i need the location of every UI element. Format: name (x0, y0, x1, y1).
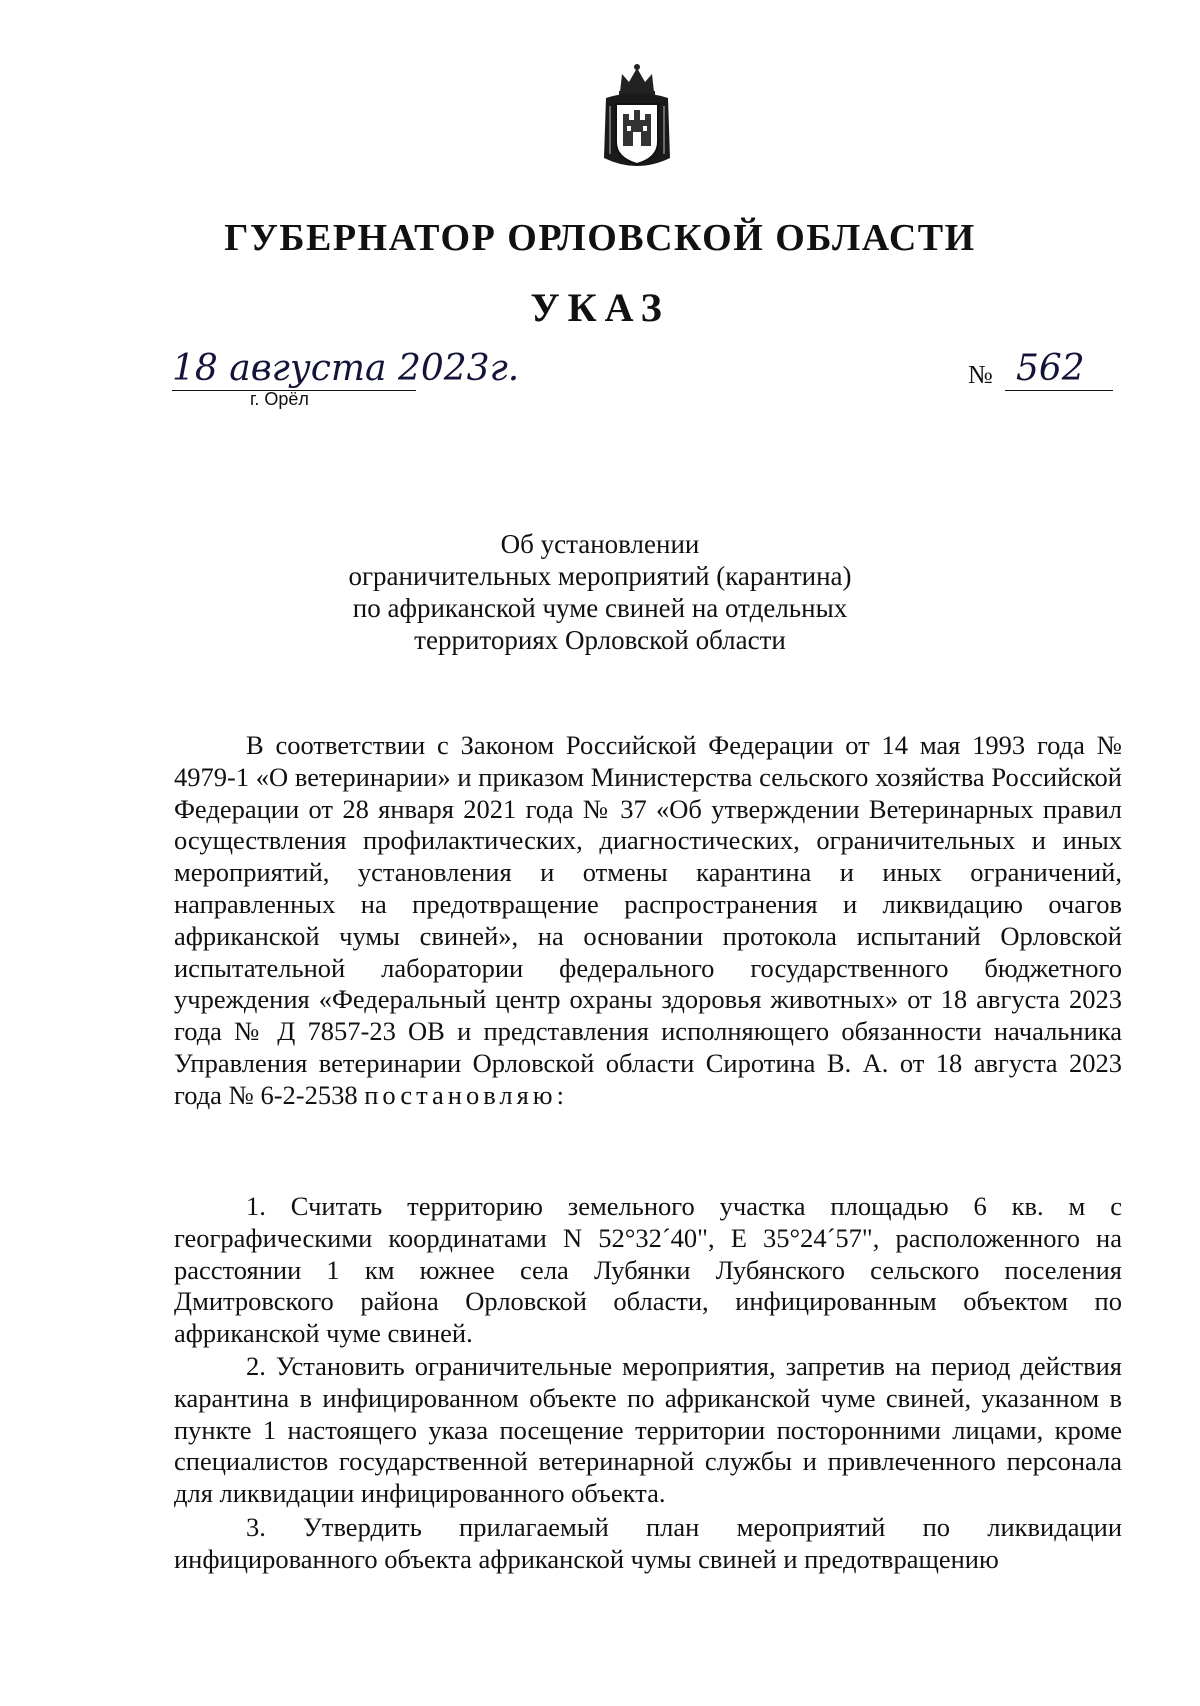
preamble-text: В соответствии с Законом Российской Федерации от 14 мая 1993 года № 4979-1 «О ветеринарии» и приказом Министерства сельского хозяйства Российской Федерации от 28 января 2021 года № 37 «Об утверждении Ветеринарных правил осуществления профилактических, диагностических, ограничительных и иных мероприятий, установления и отмены карантина и иных ограничений, направленных на предотвращение распространения и ликвидацию очагов африканской чумы свиней», на основании протокола испытаний Орловской испытательной лаборатории федерального государственного бюджетного учреждения «Федеральный центр охраны здоровья животных» от 18 августа 2023 года № Д 7857-23 ОВ и представления исполняющего обязанности начальника Управления ветеринарии Орловской области Сиротина В. А. от 18 августа 2023 года № 6-2-2538 (174, 730, 1122, 1110)
resolve-word: постановляю: (364, 1079, 568, 1110)
clause-1 (174, 1191, 1122, 1350)
clause-text: 2. Установить ограничительные мероприятия, запретив на период действия карантина в инфицированном объекте по африканской чуме свиней, указанном в пункте 1 настоящего указа посещение территории посторонними лицами, кроме специалистов государственной ветеринарной службы и привлеченного персонала для ликвидации инфицированного объекта. (174, 1351, 1122, 1509)
clause-3 (174, 1512, 1122, 1576)
document-type-heading: УКАЗ (530, 285, 670, 330)
title-line: ограничительных мероприятий (карантина) (348, 561, 852, 591)
number-sign: № (968, 360, 993, 389)
decree-title (300, 528, 900, 656)
issuer-heading: ГУБЕРНАТОР ОРЛОВСКОЙ ОБЛАСТИ (224, 217, 976, 259)
oryol-oblast-coat-of-arms-icon (600, 62, 674, 174)
number-underline (1005, 390, 1113, 391)
clause-text: 1. Считать территорию земельного участка площадью 6 кв. м с географическими координатами N 52°32´40", E 35°24´57", расположенного на расстоянии 1 км южнее села Лубянки Лубянского сельского поселения Дмитровского района Орловской области, инфицированным объектом по африканской чуме свиней. (174, 1191, 1122, 1349)
handwritten-date: 18 августа 2023г. (172, 348, 520, 389)
clause-text: 3. Утвердить прилагаемый план мероприятий по ликвидации инфицированного объекта африканской чумы свиней и предотвращению (174, 1512, 1122, 1574)
title-line: по африканской чуме свиней на отдельных (352, 593, 848, 623)
clause-2 (174, 1351, 1122, 1510)
handwritten-number: 562 (1016, 348, 1085, 389)
city-label: г. Орёл (250, 389, 309, 409)
title-line: Об установлении (500, 529, 700, 559)
preamble-paragraph (174, 730, 1122, 1112)
title-line: территориях Орловской области (414, 625, 786, 655)
